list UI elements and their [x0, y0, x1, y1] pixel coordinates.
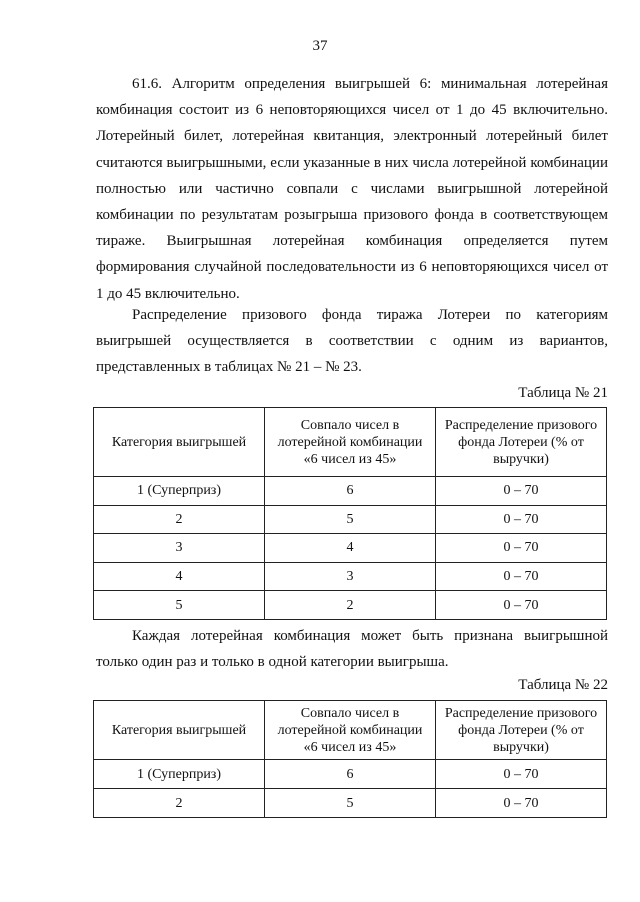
header-matched-numbers: Совпало чисел в лотерейной комбинации «6 чисел из 45»: [265, 701, 436, 760]
table-21: [93, 407, 607, 620]
table-row: [94, 505, 607, 534]
cell-category: 2: [94, 505, 265, 534]
header-matched-numbers: Совпало чисел в лотерейной комбинации «6 чисел из 45»: [265, 408, 436, 477]
header-prize-distribution: Распределение призового фонда Лотереи (% от выручки): [436, 701, 607, 760]
cell-matched: 3: [265, 562, 436, 591]
cell-matched: 4: [265, 534, 436, 563]
table-row: [94, 789, 607, 818]
cell-distribution: 0 – 70: [436, 591, 607, 620]
cell-distribution: 0 – 70: [436, 534, 607, 563]
cell-distribution: 0 – 70: [436, 505, 607, 534]
paragraph-algorithm: 61.6. Алгоритм определения выигрышей 6: минимальная лотерейная комбинация состоит из 6 неповторяющихся чисел от 1 до 45 включительно. Лотерейный билет, лотерейная квитанция, электронный лотерейный билет считаются выигрышными, если указанные в них числа лотерейной комбинации полностью или частично совпали с числами выигрышной лотерейной комбинации по результатам розыгрыша призового фонда в соответствующем тираже. Выигрышная лотерейная комбинация определяется путем формирования случайной последовательности из 6 неповторяющихся чисел от 1 до 45 включительно.: [96, 76, 608, 302]
cell-matched: 6: [265, 760, 436, 789]
cell-matched: 5: [265, 505, 436, 534]
header-prize-distribution: Распределение призового фонда Лотереи (% от выручки): [436, 408, 607, 477]
table-22: [93, 700, 607, 818]
cell-distribution: 0 – 70: [436, 562, 607, 591]
paragraph-single-win-rule: Каждая лотерейная комбинация может быть признана выигрышной только один раз и только в одной категории выигрыша.: [96, 628, 608, 671]
header-category: Категория выигрышей: [94, 408, 265, 477]
table-row: [94, 534, 607, 563]
cell-matched: 2: [265, 591, 436, 620]
cell-distribution: 0 – 70: [436, 477, 607, 506]
cell-category: 1 (Суперприз): [94, 760, 265, 789]
paragraph-distribution: Распределение призового фонда тиража Лотереи по категориям выигрышей осуществляется в соответствии с одним из вариантов, представленных в таблицах № 21 – № 23.: [96, 307, 608, 376]
table-row: [94, 477, 607, 506]
table-header-row: [94, 408, 607, 477]
table-21-caption: Таблица № 21: [518, 385, 608, 401]
table-row: [94, 562, 607, 591]
table-22-caption: Таблица № 22: [518, 677, 608, 693]
cell-distribution: 0 – 70: [436, 789, 607, 818]
cell-matched: 6: [265, 477, 436, 506]
cell-category: 5: [94, 591, 265, 620]
cell-distribution: 0 – 70: [436, 760, 607, 789]
page-number: 37: [312, 38, 328, 54]
cell-category: 1 (Суперприз): [94, 477, 265, 506]
header-category: Категория выигрышей: [94, 701, 265, 760]
cell-matched: 5: [265, 789, 436, 818]
cell-category: 4: [94, 562, 265, 591]
cell-category: 2: [94, 789, 265, 818]
table-row: [94, 591, 607, 620]
table-row: [94, 760, 607, 789]
cell-category: 3: [94, 534, 265, 563]
table-header-row: [94, 701, 607, 760]
